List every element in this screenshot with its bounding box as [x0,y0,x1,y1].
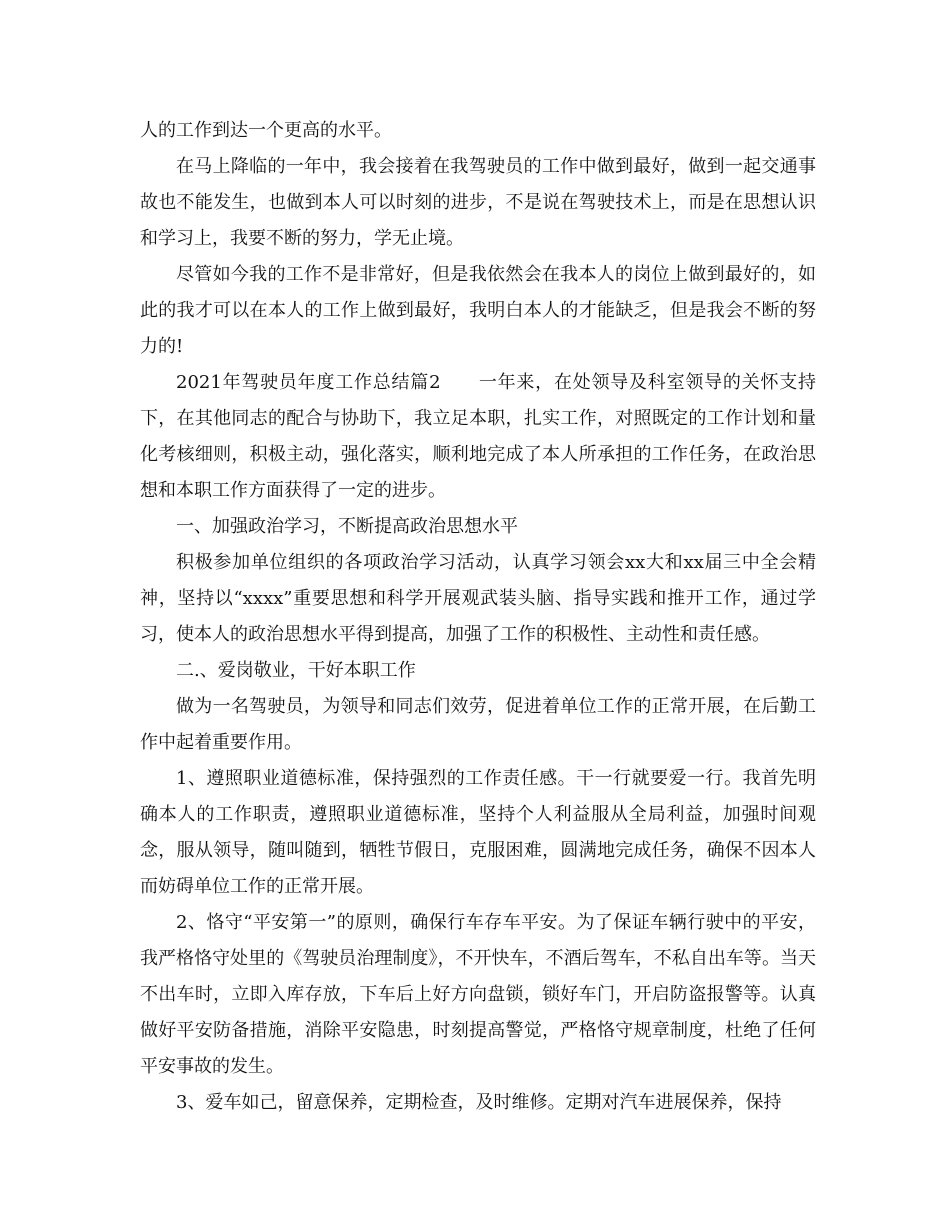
document-page [140,113,816,1121]
paragraph-continuation: 人的工作到达一个更高的水平。 [140,120,392,141]
paragraph-summary-part2-intro: 2021年驾驶员年度工作总结篇2 一年来，在处领导及科室领导的关怀支持下，在其他同志的配合与协助下，我立足本职，扎实工作，对照既定的工作计划和量化考核细则，积极主动，强化落实，顺利地完成了本人所承担的工作任务，在政治思想和本职工作方面获得了一定的进步。 [140,372,816,501]
section-heading-political-study: 一、加强政治学习，不断提高政治思想水平 [176,516,518,537]
paragraph-item-1-ethics: 1、遵照职业道德标准，保持强烈的工作责任感。干一行就要爱一行。我首先明确本人的工作职责，遵照职业道德标准，坚持个人利益服从全局利益，加强时间观念，服从领导，随叫随到，牺牲节假日，克服困难，圆满地完成任务，确保不因本人而妨碍单位工作的正常开展。 [140,768,816,897]
section-heading-dedication: 二.、爱岗敬业，干好本职工作 [176,660,416,681]
paragraph-item-3-maintenance: 3、爱车如己，留意保养，定期检查，及时维修。定期对汽车进展保养，保持 [176,1092,782,1113]
paragraph-political-study: 积极参加单位组织的各项政治学习活动，认真学习领会xx大和xx届三中全会精神，坚持以“xxxx”重要思想和科学开展观武装头脑、指导实践和推开工作，通过学习，使本人的政治思想水平得到提高，加强了工作的积极性、主动性和责任感。 [140,552,816,645]
paragraph-item-2-safety: 2、恪守“平安第一”的原则，确保行车存车平安。为了保证车辆行驶中的平安，我严格恪守处里的《驾驶员治理制度》，不开快车，不酒后驾车，不私自出车等。当天不出车时，立即入库存放，下车后上好方向盘锁，锁好车门，开启防盗报警等。认真做好平安防备措施，消除平安隐患，时刻提高警觉，严格恪守规章制度，杜绝了任何平安事故的发生。 [140,912,816,1077]
paragraph-self-improvement: 尽管如今我的工作不是非常好，但是我依然会在我本人的岗位上做到最好的，如此的我才可以在本人的工作上做到最好，我明白本人的才能缺乏，但是我会不断的努力的! [140,264,816,357]
paragraph-driver-role: 做为一名驾驶员，为领导和同志们效劳，促进着单位工作的正常开展，在后勤工作中起着重要作用。 [140,696,816,753]
paragraph-next-year-plan: 在马上降临的一年中，我会接着在我驾驶员的工作中做到最好，做到一起交通事故也不能发生，也做到本人可以时刻的进步，不是说在驾驶技术上，而是在思想认识和学习上，我要不断的努力，学无止境。 [140,156,816,249]
